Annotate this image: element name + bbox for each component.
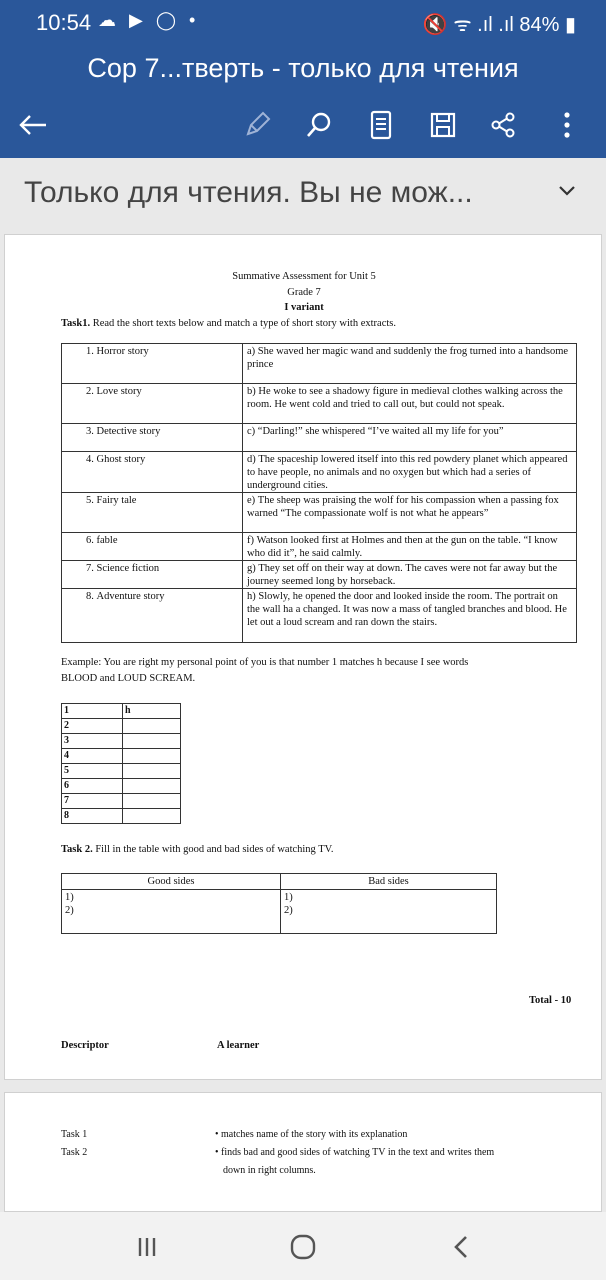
table-row	[62, 589, 577, 643]
table-row	[62, 384, 577, 424]
answer-row: 2	[62, 719, 181, 734]
share-icon[interactable]	[484, 106, 522, 144]
doc-heading: Summative Assessment for Unit 5	[232, 271, 376, 282]
table-row	[62, 493, 577, 533]
doc-variant: I variant	[284, 302, 324, 313]
task1-instruction	[61, 318, 396, 329]
matching-table	[61, 343, 577, 643]
answer-row: 3	[62, 734, 181, 749]
table-row	[62, 890, 497, 934]
system-indicators: 🔇 ᯤ .ıl .ıl 84% ▮	[422, 14, 576, 36]
story-type-cell: 7. Science fiction	[62, 561, 243, 589]
story-type-cell: 3. Detective story	[62, 424, 243, 452]
table-row	[62, 344, 577, 384]
tv-sides-table	[61, 873, 497, 934]
table-row	[62, 561, 577, 589]
readonly-banner[interactable]	[0, 158, 606, 234]
nav-back-icon[interactable]	[444, 1230, 478, 1264]
answer-row: 7	[62, 794, 181, 809]
extract-cell: c) “Darling!” she whispered “I’ve waited all my life for you”	[243, 424, 577, 452]
story-type-cell: 8. Adventure story	[62, 589, 243, 643]
document-title: Сор 7...тверть - только для чтения	[0, 44, 606, 92]
document-page-2	[4, 1092, 602, 1212]
task2-instruction	[61, 844, 334, 855]
chevron-down-icon[interactable]	[558, 184, 576, 202]
descriptor-task1: Task 1	[61, 1129, 88, 1140]
toolbar	[0, 92, 606, 158]
search-icon[interactable]	[300, 106, 338, 144]
document-page	[4, 234, 602, 1080]
reading-mode-icon[interactable]	[362, 106, 400, 144]
story-type-cell: 5. Fairy tale	[62, 493, 243, 533]
good-sides-header: Good sides	[62, 874, 281, 890]
answer-table	[61, 703, 181, 824]
story-type-cell: 4. Ghost story	[62, 452, 243, 493]
story-type-cell: 2. Love story	[62, 384, 243, 424]
system-nav-bar	[0, 1212, 606, 1280]
save-icon[interactable]	[424, 106, 462, 144]
extract-cell: a) She waved her magic wand and suddenly the frog turned into a handsome prince	[243, 344, 577, 384]
answer-row: 6	[62, 779, 181, 794]
more-icon[interactable]	[548, 106, 586, 144]
extract-cell: b) He woke to see a shadowy figure in medieval clothes walking across the room. He went cold and tried to call out, but could not speak.	[243, 384, 577, 424]
answer-row: 1 h	[62, 704, 181, 719]
answer-row: 8	[62, 809, 181, 824]
descriptor-task2: Task 2	[61, 1147, 88, 1158]
bad-sides-cell: 1) 2)	[281, 890, 497, 934]
extract-cell: h) Slowly, he opened the door and looked inside the room. The portrait on the wall ha a changed. It was now a mass of tangled branches and blood. He let out a loud scream and ran down the stairs.	[243, 589, 577, 643]
learner-heading: A learner	[217, 1040, 260, 1051]
descriptor-task1-desc: • matches name of the story with its explanation	[215, 1129, 408, 1140]
task2-text: Fill in the table with good and bad sides of watching TV.	[92, 844, 334, 855]
task1-text: Read the short texts below and match a type of short story with extracts.	[90, 318, 396, 329]
pen-icon[interactable]	[238, 106, 276, 144]
good-sides-cell: 1) 2)	[62, 890, 281, 934]
descriptor-heading: Descriptor	[61, 1040, 109, 1051]
example-line2: BLOOD and LOUD SCREAM.	[61, 673, 196, 684]
back-arrow-icon[interactable]	[14, 106, 52, 144]
bad-sides-header: Bad sides	[281, 874, 497, 890]
total-score: Total - 10	[529, 995, 572, 1006]
table-header-row	[62, 874, 497, 890]
answer-row: 5	[62, 764, 181, 779]
descriptor-task2-desc: • finds bad and good sides of watching TV in the text and writes them	[215, 1147, 495, 1158]
notification-icons: ☁ ▶ ◯ •	[98, 10, 200, 30]
status-bar	[0, 0, 606, 44]
example-line1: Example: You are right my personal point of you is that number 1 matches h because I see words	[61, 657, 469, 668]
extract-cell: g) They set off on their way at down. The caves were not far away but the journey seemed long by horseback.	[243, 561, 577, 589]
table-row	[62, 533, 577, 561]
doc-grade: Grade 7	[287, 287, 321, 298]
story-type-cell: 6. fable	[62, 533, 243, 561]
task2-label: Task 2.	[61, 844, 93, 855]
extract-cell: f) Watson looked first at Holmes and then at the gun on the table. “I know who did it”, he said calmly.	[243, 533, 577, 561]
readonly-banner-text: Только для чтения. Вы не мож...	[24, 176, 473, 209]
recent-apps-icon[interactable]	[130, 1230, 164, 1264]
descriptor-task2-desc-cont: down in right columns.	[223, 1165, 316, 1176]
story-type-cell: 1. Horror story	[62, 344, 243, 384]
extract-cell: d) The spaceship lowered itself into this red powdery planet which appeared to have people, no animals and no oxygen but which had a series of underground cities.	[243, 452, 577, 493]
extract-cell: e) The sheep was praising the wolf for his compassion when a passing fox warned “The compassionate wolf is not what he appears”	[243, 493, 577, 533]
table-row	[62, 452, 577, 493]
table-row	[62, 424, 577, 452]
answer-row: 4	[62, 749, 181, 764]
task1-label: Task1.	[61, 318, 91, 329]
clock: 10:54	[36, 10, 92, 35]
home-icon[interactable]	[286, 1230, 320, 1264]
